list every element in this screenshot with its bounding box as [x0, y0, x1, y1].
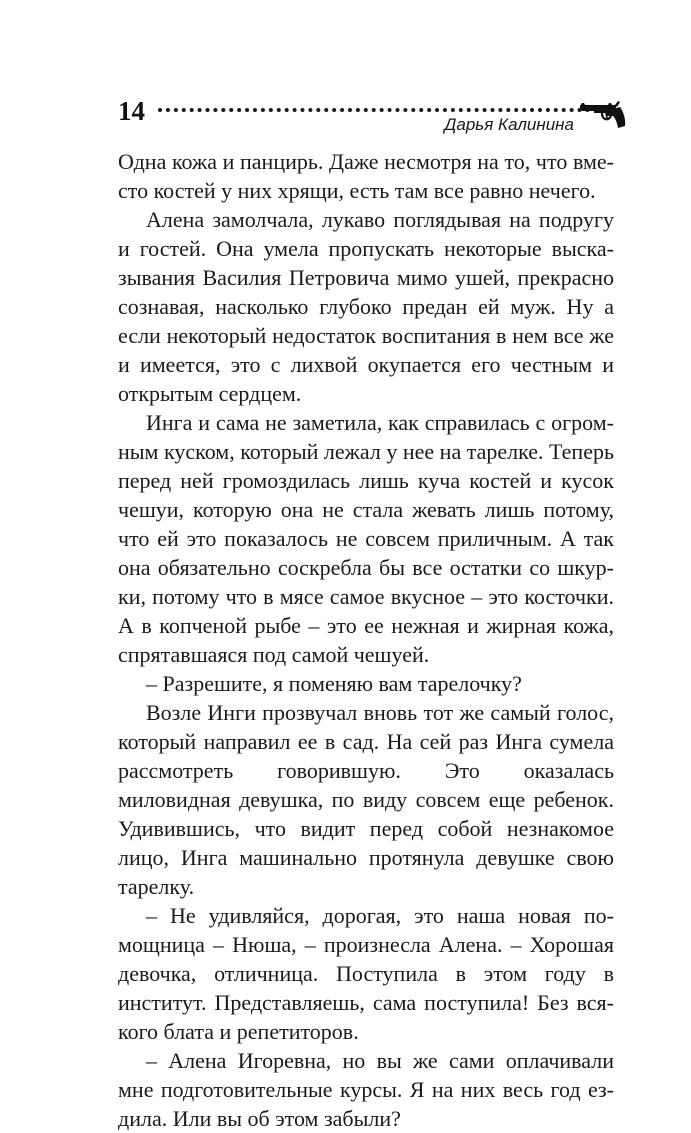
running-header — [118, 96, 632, 140]
author-name: Дарья Калинина — [444, 115, 574, 134]
paragraph: Одна кожа и панцирь. Даже несмотря на то, что вместо костей у них хрящи, есть там все равно нечего. — [118, 149, 614, 203]
revolver-icon — [580, 99, 626, 129]
paragraph: Алена замолчала, лукаво поглядывая на подругу и гостей. Она умела пропускать некоторые высказывания Василия Петровича мимо ушей, прекрасно сознавая, насколько глубоко предан ей муж. Ну а если некоторый недостаток воспитания в нем все же и имеется, это с лихвой окупается его честным и открытым сердцем. — [118, 207, 614, 406]
paragraph: – Разрешите, я поменяю вам тарелочку? — [146, 671, 522, 696]
dotted-rule — [158, 108, 590, 112]
paragraph: Возле Инги прозвучал вновь тот же самый голос, который направил ее в сад. На сей раз Инга сумела рассмотреть говорившую. Это оказалась миловидная девушка, по виду совсем еще ребенок. Удивившись, что видит перед собой незнакомое лицо, Инга машинально протянула девушке свою тарелку. — [118, 700, 614, 899]
page-number: 14 — [118, 96, 145, 126]
paragraph: – Не удивляйся, дорогая, это наша новая помощница – Нюша, – произнесла Алена. – Хорошая девочка, отличница. Поступила в этом году в институт. Представляешь, сама поступила! Без всякого блата и репетиторов. — [118, 903, 614, 1044]
paragraph: Инга и сама не заметила, как справилась с огромным куском, который лежал у нее на тарелке. Теперь перед ней громоздилась лишь куча костей и кусок чешуи, которую она не стала жевать лишь потому, что ей это показалось не совсем приличным. А так она обязательно соскребла бы все остатки со шкурки, потому что в мясе самое вкусное – это косточки. А в копченой рыбе – это ее нежная и жирная кожа, спрятавшаяся под самой чешуей. — [118, 410, 614, 667]
paragraph: – Алена Игоревна, но вы же сами оплачивали мне подготовительные курсы. Я на них весь год ездила. Или вы об этом забыли? — [118, 1048, 614, 1131]
body-text — [118, 147, 614, 1133]
